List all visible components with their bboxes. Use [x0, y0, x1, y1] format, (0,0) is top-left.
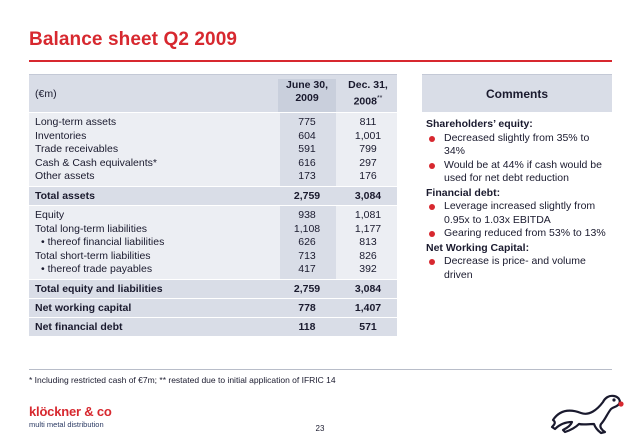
comments-header: Comments — [422, 74, 612, 112]
total-assets-row: Total assets 2,759 3,084 — [29, 186, 397, 205]
liabilities-block — [29, 205, 397, 279]
comment-section-title: Net Working Capital: — [426, 241, 530, 254]
table-header — [29, 74, 397, 112]
bullet-icon — [429, 231, 435, 237]
footnote-divider — [29, 369, 612, 370]
company-logo — [29, 404, 112, 429]
bullet-icon — [429, 163, 435, 169]
title-divider — [29, 60, 612, 62]
comment-section-title: Shareholders’ equity: — [426, 118, 533, 130]
bullet-icon — [429, 259, 435, 265]
table-row: • thereof trade payables 417 392 — [41, 263, 377, 275]
comment-bullet: Would be at 44% if cash would be used for net debt reduction — [426, 159, 612, 186]
assets-block — [29, 112, 397, 186]
comments-body — [422, 112, 612, 282]
unit-label: (€m) — [35, 88, 57, 100]
table-row: Cash & Cash equivalents* 616 297 — [35, 156, 377, 169]
page-number: 23 — [315, 424, 325, 433]
dog-mascot-icon — [547, 380, 625, 436]
net-working-capital-row: Net working capital 778 1,407 — [29, 298, 397, 317]
comment-bullet: Gearing reduced from 53% to 13% — [426, 227, 612, 241]
footnote: * Including restricted cash of €7m; ** restated due to initial application of IFRIC 14 — [29, 375, 336, 385]
table-row: Other assets 173 176 — [35, 170, 377, 182]
table-row: • thereof financial liabilities 626 813 — [41, 236, 377, 248]
total-equity-liabilities-row: Total equity and liabilities 2,759 3,084 — [29, 279, 397, 298]
table-row: Equity 938 1,081 — [35, 209, 382, 221]
bullet-icon — [429, 204, 435, 210]
table-row: Inventories 604 1,001 — [35, 129, 382, 142]
balance-sheet-table — [29, 74, 397, 336]
column-header-june-2009: June 30, 2009 — [278, 79, 336, 117]
table-row: Total short-term liabilities 713 826 — [35, 249, 377, 262]
table-row: Total long-term liabilities 1,108 1,177 — [35, 222, 382, 235]
column-header-dec-2008: Dec. 31, 2008** — [348, 79, 388, 108]
bullet-icon — [429, 136, 435, 142]
table-row: Trade receivables 591 799 — [35, 143, 377, 155]
comments-panel — [422, 74, 612, 282]
net-financial-debt-row: Net financial debt 118 571 — [29, 317, 397, 336]
comment-bullet: Leverage increased slightly from 0.95x to 1.03x EBITDA — [426, 200, 612, 227]
comment-section-title: Financial debt: — [426, 186, 501, 199]
comment-bullet: Decreased slightly from 35% to 34% — [426, 132, 612, 159]
page-title: Balance sheet Q2 2009 — [29, 29, 238, 50]
logo-tagline: multi metal distribution — [29, 420, 104, 429]
table-row: Long-term assets 775 811 — [35, 116, 377, 128]
comment-bullet: Decrease is price- and volume driven — [426, 255, 612, 282]
logo-wordmark: klöckner & co — [29, 404, 112, 419]
